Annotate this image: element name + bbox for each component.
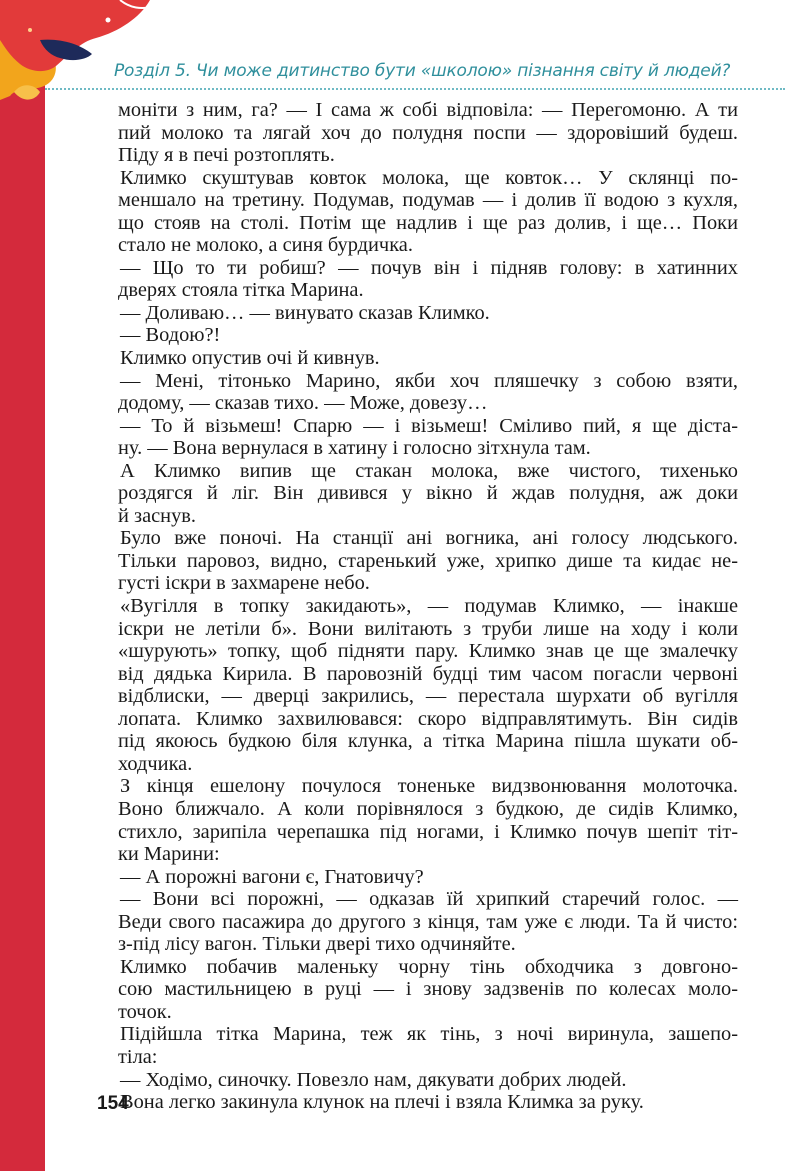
text-line: Вона легко закинула клунок на плечі і взяла Климка за руку. — [120, 1091, 644, 1114]
text-line: ходчика. — [118, 752, 193, 775]
text-line: пий молоко та лягай хоч до полудня поспи — здоровіший будеш. — [118, 121, 738, 144]
text-line: А Климко випив ще стакан молока, вже чистого, тихенько — [120, 459, 738, 482]
decoration-dot — [28, 28, 32, 32]
text-line: лопата. Климко захвилювався: скоро відправлятимуть. Він сидів — [118, 707, 738, 730]
text-line: — Вони всі порожні, — одказав їй хрипкий старечий голос. — — [120, 888, 738, 911]
text-line: іскри не летіли б». Вони вилітають з труби лише на ходу і коли — [118, 617, 738, 640]
text-line: Климко скуштував ковток молока, ще ковток… У склянці по- — [120, 166, 738, 189]
text-line: «Вугілля в топку закидають», — подумав Климко, — інакше — [120, 595, 738, 618]
text-line: з-під лісу вагон. Тільки двері тихо одчиняйте. — [118, 933, 516, 956]
text-line: й заснув. — [118, 504, 196, 527]
text-line: ки Марини: — [118, 843, 220, 866]
text-line: Було вже поночі. На станції ані вогника, ані голосу людського. — [120, 527, 738, 550]
page-number: 154 — [97, 1093, 129, 1114]
text-line: додому, — сказав тихо. — Може, довезу… — [118, 392, 488, 415]
text-line: від дядька Кирила. В паровозній будці тим часом погасли червоні — [118, 662, 738, 685]
decoration-dot — [106, 18, 111, 23]
text-line: Климко побачив маленьку чорну тінь обходчика з довгоно- — [120, 955, 738, 978]
text-line: Климко опустив очі й кивнув. — [120, 347, 380, 370]
body-text — [118, 99, 738, 1114]
chapter-header: Розділ 5. Чи може дитинство бути «школою» пізнання світу й людей? — [114, 61, 731, 81]
text-line: відблиски, — дверці закрились, — перестала шурхати об вугілля — [118, 685, 738, 708]
text-line: — Мені, тітонько Марино, якби хоч пляшечку з собою взяти, — [120, 369, 738, 392]
text-line: Веди свого пасажира до другого з кінця, там уже є люди. Та й чисто: — [118, 910, 738, 933]
text-line: — То й візьмеш! Спарю — і візьмеш! Сміливо пий, я ще діста- — [120, 414, 738, 437]
text-line: точок. — [118, 1000, 172, 1023]
text-line: стихло, зарипіла черепашка під ногами, і Климко почув шепіт тіт- — [118, 820, 738, 843]
text-line: «шурують» топку, щоб підняти пару. Климко знав це ще змалечку — [118, 640, 738, 663]
side-color-band — [0, 0, 45, 1171]
text-line: — А порожні вагони є, Гнатовичу? — [120, 865, 424, 888]
text-line: — Доливаю… — винувато сказав Климко. — [120, 301, 490, 324]
text-line: меншало на третину. Подумав, подумав — і долив її водою з кухля, — [118, 189, 738, 212]
text-line: під якоюсь будкою біля клунка, а тітка Марина пішла шукати об- — [118, 730, 738, 753]
text-line: що стояв на столі. Потім ще надлив і ще раз долив, і ще… Поки — [118, 211, 738, 234]
text-line: — Ходімо, синочку. Повезло нам, дякувати добрих людей. — [120, 1068, 627, 1091]
text-line: роздягся й ліг. Він дивився у вікно й ждав полудня, аж доки — [118, 482, 738, 505]
text-line: — Водою?! — [120, 324, 221, 347]
text-line: Піду я в печі розтоплять. — [118, 144, 335, 167]
text-line: стало не молоко, а синя бурдичка. — [118, 234, 413, 257]
text-line: тіла: — [118, 1045, 158, 1068]
text-line: густі іскри в захмарене небо. — [118, 572, 370, 595]
text-line: З кінця ешелону почулося тоненьке видзвонювання молоточка. — [120, 775, 738, 798]
text-line: сою мастильницею в руці — і знову задзвенів по колесах моло- — [118, 978, 738, 1001]
text-line: ну. — Вона вернулася в хатину і голосно зітхнула там. — [118, 437, 591, 460]
text-line: дверях стояла тітка Марина. — [118, 279, 364, 302]
header-dotted-rule — [45, 88, 785, 90]
text-line: Тільки паровоз, видно, старенький уже, хрипко дише та кидає не- — [118, 549, 738, 572]
text-line: — Що то ти робиш? — почув він і підняв голову: в хатинних — [120, 256, 738, 279]
text-line: моніти з ним, га? — І сама ж собі відповіла: — Перегомоню. А ти — [118, 99, 738, 121]
text-line: Воно ближчало. А коли порівнялося з будкою, де сидів Климко, — [118, 797, 738, 820]
text-line: Підійшла тітка Марина, теж як тінь, з ночі виринула, зашепо- — [120, 1023, 738, 1046]
